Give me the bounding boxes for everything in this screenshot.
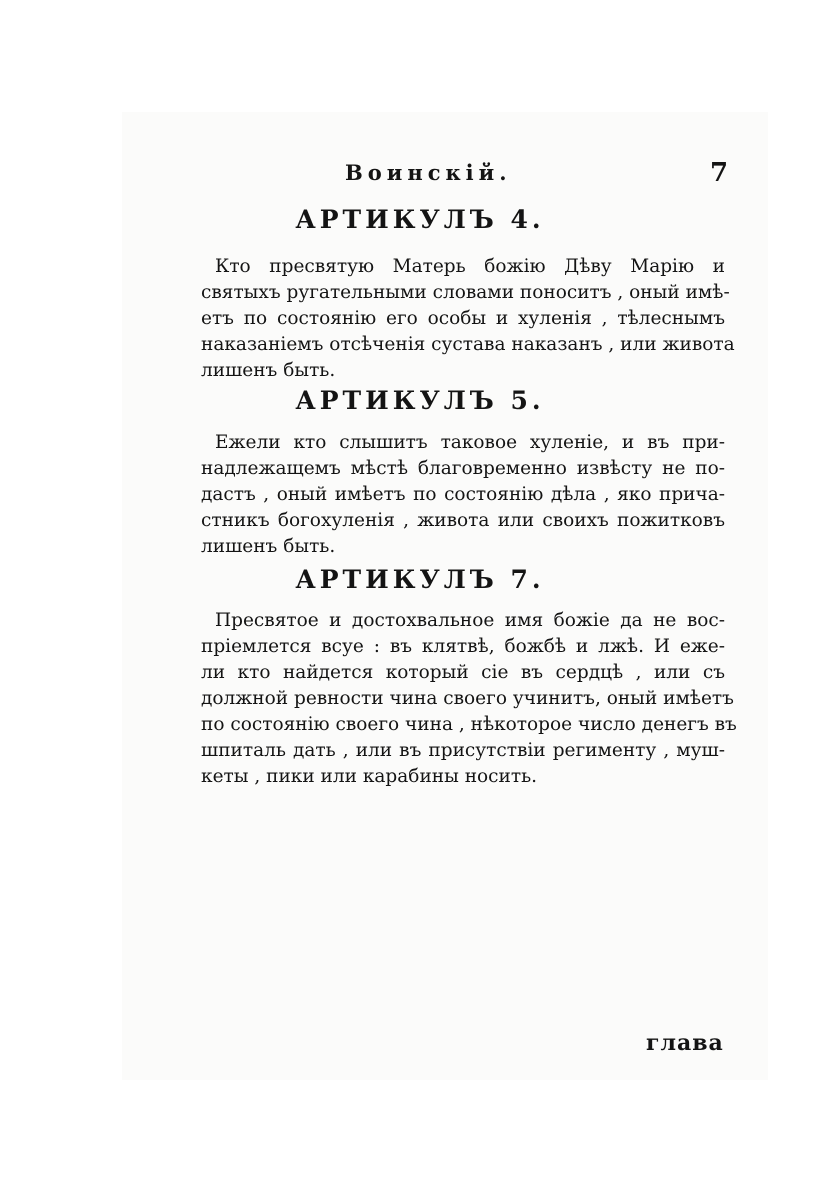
text-line: кеты , пики или карабины носить. — [201, 766, 538, 787]
article-7-heading: АРТИКУЛЪ 7. — [295, 565, 545, 594]
page-number: 7 — [710, 158, 729, 188]
text-line: дастъ , оный имѣетъ по состоянію дѣла , яко прича- — [201, 484, 725, 505]
text-line: лишенъ быть. — [201, 536, 336, 557]
article-4-heading: АРТИКУЛЪ 4. — [295, 205, 545, 234]
text-line: етъ по состоянію его особы и хуленія , тѣлеснымъ — [201, 308, 725, 329]
text-line: должной ревности чина своего учинитъ, оный имѣетъ — [201, 688, 734, 709]
running-title: Воинскій. — [345, 160, 512, 185]
text-line: по состоянію своего чина , нѣкоторое число денегъ въ — [201, 714, 737, 735]
text-line: Ежели кто слышитъ таковое хуленіе, и въ при- — [215, 432, 725, 453]
text-line: Пресвятое и достохвальное имя божіе да не вос- — [215, 610, 725, 631]
running-head — [0, 160, 840, 190]
text-line: стникъ богохуленія , живота или своихъ пожитковъ — [201, 510, 725, 531]
article-5-heading: АРТИКУЛЪ 5. — [295, 386, 545, 415]
text-line: лишенъ быть. — [201, 360, 336, 381]
text-line: святыхъ ругательными словами поноситъ , оный имѣ- — [201, 282, 730, 303]
catchword: глава — [646, 1030, 724, 1056]
text-line: шпиталь дать , или въ присутствіи регименту , муш- — [201, 740, 725, 761]
article-5-body — [201, 430, 725, 560]
text-line: Кто пресвятую Матерь божію Дѣву Марію и — [215, 256, 725, 277]
text-line: пріемлется всуе : въ клятвѣ, божбѣ и лжѣ. И еже- — [201, 636, 725, 657]
text-line: надлежащемъ мѣстѣ благовременно извѣсту не по- — [201, 458, 725, 479]
article-7-body — [201, 608, 737, 790]
text-line: ли кто найдется который сіе въ сердцѣ , или съ — [201, 662, 725, 683]
text-line: наказаніемъ отсѣченія сустава наказанъ , или живота — [201, 334, 735, 355]
article-4-body — [201, 254, 735, 384]
